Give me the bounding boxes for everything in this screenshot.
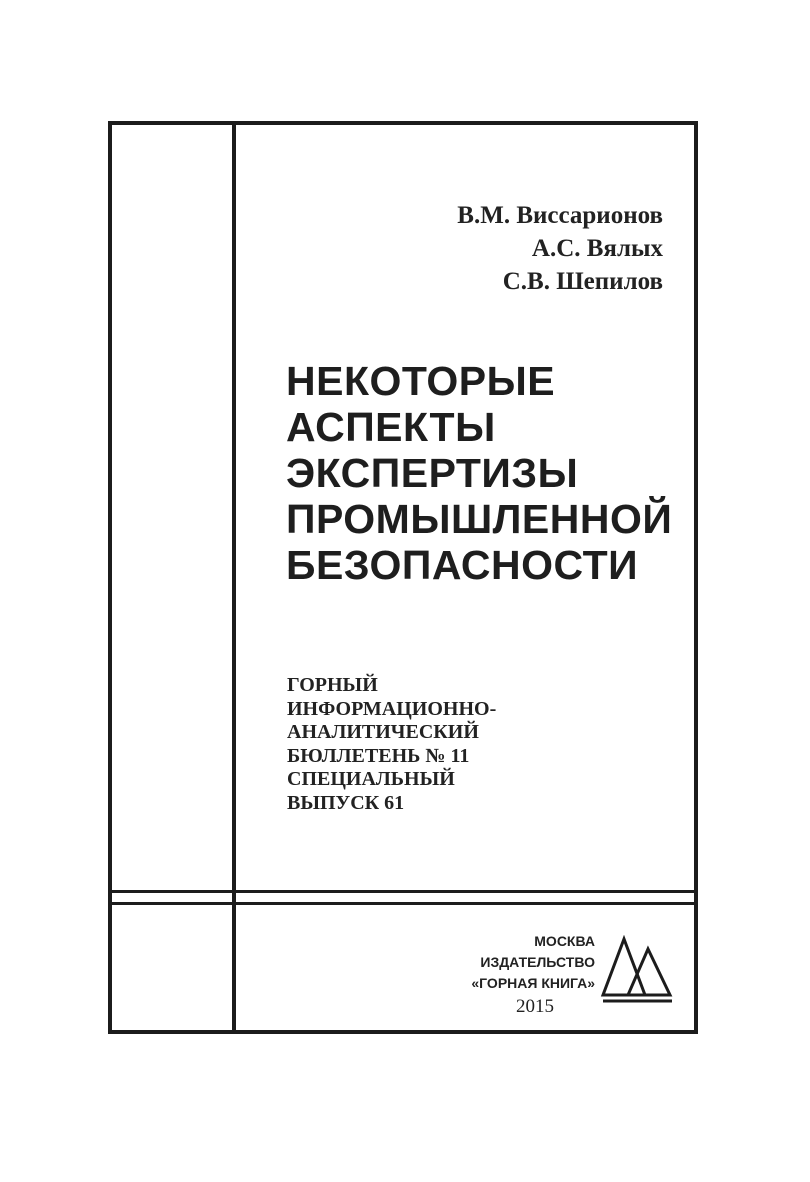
series-line: БЮЛЛЕТЕНЬ № 11 (287, 744, 470, 767)
imprint-publisher-name: «ГОРНАЯ КНИГА» (471, 975, 595, 991)
horizontal-divider-upper (108, 890, 698, 893)
imprint-publisher: ИЗДАТЕЛЬСТВО (480, 954, 595, 970)
vertical-divider (232, 121, 236, 1034)
title-line: ПРОМЫШЛЕННОЙ (286, 496, 673, 542)
series-line: ВЫПУСК 61 (287, 791, 405, 814)
series-line: ГОРНЫЙ (287, 674, 378, 696)
title-line: НЕКОТОРЫЕ (286, 358, 556, 404)
title-line: БЕЗОПАСНОСТИ (286, 542, 639, 588)
triangle-publisher-logo-icon (600, 935, 676, 1007)
author-name: С.В. Шепилов (502, 268, 663, 295)
imprint-year: 2015 (516, 996, 554, 1017)
series-line: АНАЛИТИЧЕСКИЙ (287, 721, 479, 743)
author-name: А.С. Вялых (531, 235, 663, 262)
title-line: АСПЕКТЫ (286, 404, 496, 450)
title-line: ЭКСПЕРТИЗЫ (286, 450, 579, 496)
series-line: ИНФОРМАЦИОННО- (287, 697, 497, 720)
author-name: В.М. Виссарионов (457, 202, 663, 229)
imprint-city: МОСКВА (534, 933, 595, 949)
book-title (286, 358, 672, 588)
series-info (287, 674, 496, 815)
authors-block (457, 199, 663, 298)
imprint-block (395, 931, 595, 1020)
horizontal-divider-lower (108, 902, 698, 905)
series-line: СПЕЦИАЛЬНЫЙ (287, 768, 455, 790)
